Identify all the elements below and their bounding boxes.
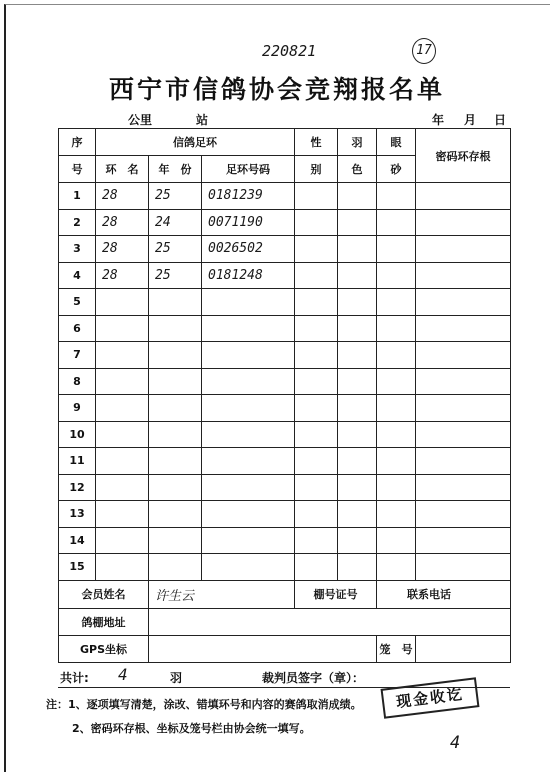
year-cell [149,289,202,316]
code-stub-cell [416,474,511,501]
year-cell [149,554,202,581]
table-row [59,183,511,210]
ring-number-cell [202,395,295,422]
code-stub-cell [416,236,511,263]
ring-name-cell [96,315,149,342]
code-stub-cell [416,315,511,342]
ring-name-cell [96,342,149,369]
table-row [59,315,511,342]
phone-label: 联系电话 [377,580,511,608]
sex-cell [295,289,338,316]
year-cell [149,527,202,554]
sex-cell [295,474,338,501]
eye-header: 眼 [377,129,416,156]
eye-cell [377,527,416,554]
code-stub-cell [416,501,511,528]
sex-cell [295,183,338,210]
row-number: 12 [59,474,96,501]
ring-number-cell [202,474,295,501]
ring-name-cell [96,527,149,554]
row-number: 15 [59,554,96,581]
station-label: 站 [196,113,209,127]
feather-cell [338,342,377,369]
sex-cell [295,315,338,342]
day-label: 日 [494,113,507,127]
sex-cell [295,448,338,475]
feather-cell [338,474,377,501]
year-cell [149,501,202,528]
eye-cell [377,421,416,448]
table-row [59,289,511,316]
page-number: 4 [450,733,461,753]
ring-number-cell [202,554,295,581]
ring-name-cell: 28 [96,236,149,263]
ring-name-cell: 28 [96,183,149,210]
table-row [59,474,511,501]
feather-cell [338,209,377,236]
sex-cell [295,236,338,263]
sex-cell [295,368,338,395]
code-stub-cell [416,342,511,369]
feather-header: 羽 [338,129,377,156]
year-cell: 24 [149,209,202,236]
month-label: 月 [464,113,477,127]
ring-number-cell: 0026502 [202,236,295,263]
feather-header-bottom: 色 [338,156,377,183]
eye-cell [377,289,416,316]
feather-cell [338,421,377,448]
eye-header-bottom: 砂 [377,156,416,183]
row-number: 8 [59,368,96,395]
table-row [59,501,511,528]
feather-cell [338,395,377,422]
row-number: 9 [59,395,96,422]
table-row [59,342,511,369]
distance-label: 公里 [128,113,153,127]
cage-label: 笼 号 [377,635,416,662]
code-stub-cell [416,395,511,422]
year-cell [149,474,202,501]
ring-number-cell: 0181248 [202,262,295,289]
sex-header: 性 [295,129,338,156]
cage-value [416,635,511,662]
ring-number-cell [202,289,295,316]
ring-name-cell [96,368,149,395]
registration-table [58,128,511,663]
ring-number-header: 足环号码 [202,156,295,183]
code-stub-cell [416,448,511,475]
loft-cert-label: 棚号证号 [295,580,377,608]
code-stub-cell [416,368,511,395]
sex-cell [295,527,338,554]
ring-number-cell [202,501,295,528]
sex-header-bottom: 别 [295,156,338,183]
ring-name-cell [96,448,149,475]
year-cell: 25 [149,236,202,263]
ring-name-cell [96,395,149,422]
feather-cell [338,236,377,263]
table-row [59,236,511,263]
form-title: 西宁市信鸽协会竞翔报名单 [108,75,445,104]
sex-cell [295,501,338,528]
eye-cell [377,554,416,581]
eye-cell [377,262,416,289]
feather-cell [338,448,377,475]
circled-number: 17 [412,38,436,64]
member-name-value: 许生云 [149,580,295,608]
ring-name-cell [96,501,149,528]
code-stub-cell [416,554,511,581]
sex-cell [295,554,338,581]
year-cell [149,342,202,369]
eye-cell [377,448,416,475]
code-stub-cell [416,183,511,210]
row-number: 2 [59,209,96,236]
eye-cell [377,368,416,395]
ring-name-cell [96,289,149,316]
loft-address-value [149,608,511,635]
ring-number-cell [202,527,295,554]
row-number: 3 [59,236,96,263]
table-row [59,262,511,289]
note-line-1: 注：1、逐项填写清楚，涂改、错填环号和内容的赛鸽取消成绩。 [46,698,362,711]
table-row [59,395,511,422]
code-stub-header: 密码环存根 [416,129,511,183]
total-label: 共计: [60,671,89,685]
eye-cell [377,315,416,342]
code-stub-cell [416,289,511,316]
feather-cell [338,554,377,581]
code-stub-cell [416,262,511,289]
year-cell [149,368,202,395]
feather-cell [338,289,377,316]
eye-cell [377,236,416,263]
year-cell [149,448,202,475]
loft-address-label: 鸽棚地址 [59,608,149,635]
row-number: 14 [59,527,96,554]
total-unit: 羽 [170,671,183,685]
member-name-label: 会员姓名 [59,580,149,608]
row-number: 7 [59,342,96,369]
eye-cell [377,474,416,501]
ring-name-cell [96,421,149,448]
year-header: 年 份 [149,156,202,183]
eye-cell [377,395,416,422]
ring-name-cell [96,554,149,581]
seq-header-bottom: 号 [59,156,96,183]
cash-received-stamp: 现金收讫 [381,677,480,718]
ring-number-cell [202,448,295,475]
ring-name-cell [96,474,149,501]
sex-cell [295,421,338,448]
row-number: 10 [59,421,96,448]
code-stub-cell [416,209,511,236]
year-cell [149,395,202,422]
table-row [59,448,511,475]
ring-group-header: 信鸽足环 [96,129,295,156]
sex-cell [295,262,338,289]
total-value: 4 [118,665,128,684]
year-cell: 25 [149,262,202,289]
sex-cell [295,209,338,236]
ring-name-cell: 28 [96,262,149,289]
feather-cell [338,315,377,342]
feather-cell [338,368,377,395]
ring-number-cell: 0071190 [202,209,295,236]
eye-cell [377,183,416,210]
sex-cell [295,342,338,369]
referee-signature-label: 裁判员签字（章）： [262,671,365,685]
ring-number-cell [202,421,295,448]
year-label: 年 [432,113,445,127]
feather-cell [338,262,377,289]
ring-name-header: 环 名 [96,156,149,183]
row-number: 4 [59,262,96,289]
table-row [59,421,511,448]
note-line-2: 2、密码环存根、坐标及笼号栏由协会统一填写。 [72,722,311,735]
feather-cell [338,501,377,528]
table-row [59,554,511,581]
table-row [59,527,511,554]
table-row [59,368,511,395]
table-row [59,209,511,236]
row-number: 5 [59,289,96,316]
ring-number-cell [202,315,295,342]
row-number: 11 [59,448,96,475]
sex-cell [295,395,338,422]
eye-cell [377,209,416,236]
eye-cell [377,501,416,528]
code-stub-cell [416,421,511,448]
row-number: 1 [59,183,96,210]
ring-number-cell [202,342,295,369]
ring-name-cell: 28 [96,209,149,236]
year-cell: 25 [149,183,202,210]
year-cell [149,421,202,448]
feather-cell [338,183,377,210]
feather-cell [338,527,377,554]
row-number: 6 [59,315,96,342]
row-number: 13 [59,501,96,528]
year-cell [149,315,202,342]
ring-number-cell: 0181239 [202,183,295,210]
gps-value [149,635,377,662]
eye-cell [377,342,416,369]
ring-number-cell [202,368,295,395]
gps-label: GPS坐标 [59,635,149,662]
seq-header: 序 [59,129,96,156]
handwritten-form-id: 220821 [262,42,317,60]
code-stub-cell [416,527,511,554]
